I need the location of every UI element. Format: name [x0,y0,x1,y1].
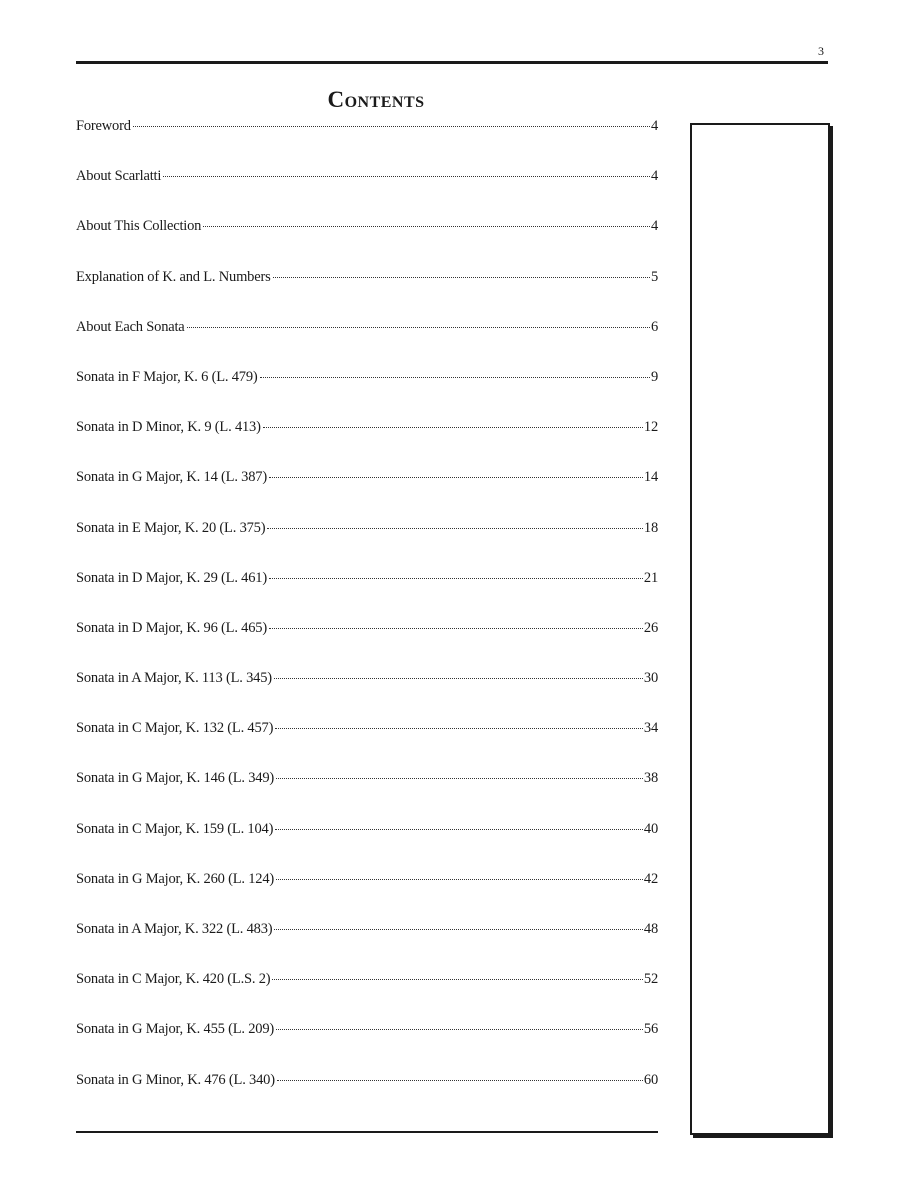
toc-entry[interactable] [76,218,658,268]
toc-entry[interactable] [76,369,658,419]
dot-leader [275,829,643,830]
toc-entry-page-number: 6 [650,318,658,335]
toc-entry[interactable] [76,720,658,770]
toc-entry[interactable] [76,770,658,820]
toc-entry-page-number: 14 [643,469,658,486]
toc-entry-page-number: 21 [643,569,658,586]
toc-entry[interactable] [76,1072,658,1122]
dot-leader [269,477,643,478]
toc-entry-label: Sonata in D Major, K. 96 (L. 465) [76,619,267,636]
toc-entry-page-number: 56 [643,1021,658,1038]
toc-entry[interactable] [76,319,658,369]
dot-leader [276,879,643,880]
toc-entry-label: Sonata in G Major, K. 146 (L. 349) [76,770,275,787]
toc-entry-page-number: 5 [650,268,658,285]
bottom-rule [76,1131,658,1133]
dot-leader [275,728,643,729]
toc-entry-label: About This Collection [76,218,202,235]
toc-entry-page-number: 4 [650,168,658,185]
toc-entry-page-number: 9 [650,368,658,385]
toc-entry-label: Sonata in D Minor, K. 9 (L. 413) [76,419,261,436]
toc-entry-label: About Scarlatti [76,168,162,185]
toc-entry-page-number: 38 [643,770,658,787]
toc-entry[interactable] [76,168,658,218]
toc-entry-page-number: 4 [650,118,658,134]
toc-entry[interactable] [76,821,658,871]
toc-entry[interactable] [76,620,658,670]
toc-entry[interactable] [76,971,658,1021]
toc-entry-label: Sonata in D Major, K. 29 (L. 461) [76,569,267,586]
toc-entry[interactable] [76,520,658,570]
dot-leader [260,377,650,378]
toc-entry-label: Sonata in C Major, K. 132 (L. 457) [76,720,274,737]
toc-entry-page-number: 4 [650,218,658,235]
toc-entry-page-number: 18 [643,519,658,536]
toc-entry-label: Sonata in C Major, K. 420 (L.S. 2) [76,971,271,988]
toc-entry[interactable] [76,118,658,168]
dot-leader [133,126,650,127]
toc-entry-label: Sonata in G Major, K. 260 (L. 124) [76,870,275,887]
toc-entry-page-number: 30 [643,670,658,687]
dot-leader [276,1029,643,1030]
toc-entry-label: Explanation of K. and L. Numbers [76,268,271,285]
page-title: Contents [327,87,425,112]
toc-entry-label: Sonata in A Major, K. 113 (L. 345) [76,670,272,687]
side-panel-box [690,123,830,1135]
dot-leader [274,929,642,930]
dot-leader [274,678,643,679]
toc-entry[interactable] [76,921,658,971]
page-number: 3 [818,44,824,58]
toc-entry-label: Sonata in G Major, K. 14 (L. 387) [76,469,267,486]
dot-leader [272,979,642,980]
toc-entry-page-number: 52 [643,971,658,988]
dot-leader [163,176,650,177]
toc-entry-page-number: 12 [643,419,658,436]
toc-entry-page-number: 48 [643,921,658,937]
table-of-contents [76,118,658,1122]
toc-entry[interactable] [76,670,658,720]
toc-entry[interactable] [76,419,658,469]
dot-leader [187,327,650,328]
dot-leader [263,427,643,428]
toc-entry-label: Sonata in G Minor, K. 476 (L. 340) [76,1071,275,1088]
toc-entry[interactable] [76,469,658,519]
dot-leader [203,226,650,227]
toc-entry-label: Sonata in G Major, K. 455 (L. 209) [76,1021,275,1038]
toc-entry-page-number: 34 [643,720,658,737]
dot-leader [273,277,650,278]
toc-entry[interactable] [76,570,658,620]
toc-entry-label: Sonata in A Major, K. 322 (L. 483) [76,921,273,937]
toc-entry[interactable] [76,1021,658,1071]
toc-entry-label: About Each Sonata [76,318,185,335]
toc-entry-page-number: 42 [643,870,658,887]
toc-entry-label: Sonata in E Major, K. 20 (L. 375) [76,519,266,536]
toc-entry-page-number: 60 [643,1071,658,1088]
dot-leader [269,628,643,629]
toc-entry-page-number: 26 [643,619,658,636]
toc-entry-page-number: 40 [643,820,658,837]
dot-leader [277,1080,643,1081]
toc-entry-label: Sonata in F Major, K. 6 (L. 479) [76,368,258,385]
dot-leader [267,528,643,529]
dot-leader [276,778,643,779]
dot-leader [269,578,643,579]
toc-entry-label: Foreword [76,118,131,134]
top-rule [76,61,828,64]
toc-entry-label: Sonata in C Major, K. 159 (L. 104) [76,820,274,837]
toc-entry[interactable] [76,871,658,921]
toc-entry[interactable] [76,269,658,319]
